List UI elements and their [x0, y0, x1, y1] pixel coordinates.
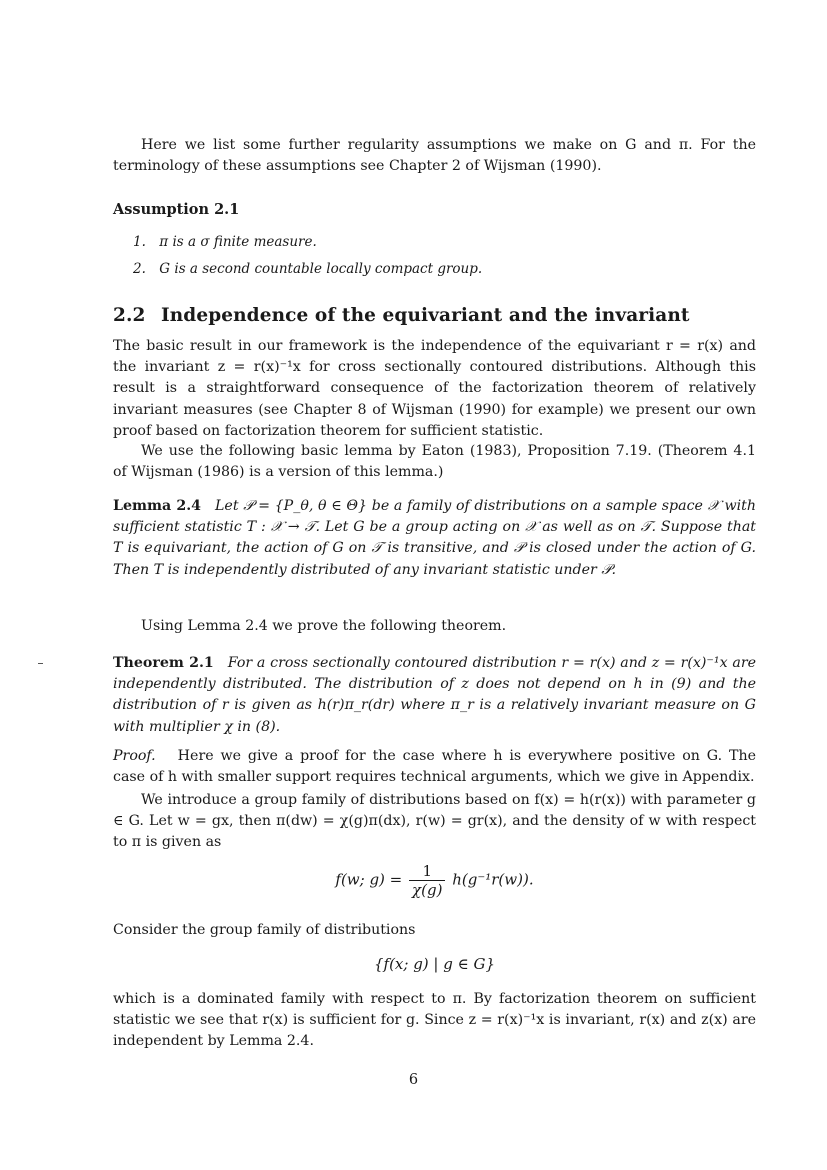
paragraph-final: which is a dominated family with respect to π. By factorization theorem on sufficient statistic we see that r(x) is sufficient for g. Since z = r(x)⁻¹x is invariant, r(x) and z(x) are independent by Lemma 2.4. — [113, 991, 756, 1050]
paragraph-consider: Consider the group family of distributions — [113, 922, 416, 938]
theorem-label: Theorem 2.1 — [113, 655, 214, 671]
proof-label: Proof. — [113, 748, 156, 764]
lemma-text: Let 𝒫 = {P_θ, θ ∈ Θ} be a family of distributions on a sample space 𝒳 with sufficient statistic T : 𝒳 → 𝒯. Let G be a group acting on 𝒳 as well as on 𝒯. Suppose that T is equivariant, the action of G on 𝒯 is transitive, and 𝒫 is closed under the action of G. Then T is independently distributed of any invariant statistic under 𝒫. — [113, 498, 757, 578]
equation-group-family: {f(x; g) | g ∈ G} — [373, 955, 496, 973]
proof-text: Here we give a proof for the case where h is everywhere positive on G. The case of h with smaller support requires technical arguments, which we give in Appendix. — [113, 748, 756, 786]
assumption-item-text: π is a σ finite measure. — [159, 234, 317, 250]
equation-rhs: h(g⁻¹r(w)). — [452, 870, 534, 889]
proof-block — [113, 746, 756, 788]
fraction-numerator: 1 — [409, 862, 445, 881]
paragraph-using-lemma: Using Lemma 2.4 we prove the following theorem. — [141, 618, 507, 634]
assumption-item-number: 2. — [133, 261, 146, 277]
theorem-text: For a cross sectionally contoured distribution r = r(x) and z = r(x)⁻¹x are independently distributed. The distribution of z does not depend on h in (9) and the distribution of r is given as h(r)π_r(dr) where π_r is a relatively invariant measure on G with multiplier χ in (8). — [113, 655, 757, 735]
paragraph-group-family: We introduce a group family of distributions based on f(x) = h(r(x)) with parameter g ∈ G. Let w = gx, then π(dw) = χ(g)π(dx), r(w) = gr(x), and the density of w with respect to π is given as — [113, 792, 756, 851]
assumption-item — [133, 229, 482, 256]
equation-lhs: f(w; g) = — [335, 870, 403, 889]
paragraph-basic-result: The basic result in our framework is the independence of the equivariant r = r(x) and the invariant z = r(x)⁻¹x for cross sectionally contoured distributions. Although this result is a straightforward consequence of the factorization theorem of relatively invariant measures (see Chapter 8 of Wijsman (1990) for example) we present our own proof based on factorization theorem for sufficient statistic. — [113, 338, 756, 439]
equation-fraction — [409, 862, 445, 899]
assumption-title: Assumption 2.1 — [113, 201, 240, 218]
fraction-denominator: χ(g) — [412, 881, 443, 899]
paragraph-eaton: We use the following basic lemma by Eaton (1983), Proposition 7.19. (Theorem 4.1 of Wijsman (1986) is a version of this lemma.) — [113, 443, 756, 481]
assumption-list — [133, 229, 482, 283]
lemma-block — [113, 496, 756, 581]
margin-mark — [38, 663, 43, 664]
theorem-block — [113, 653, 756, 738]
section-number: 2.2 — [113, 305, 146, 326]
section-title: Independence of the equivariant and the invariant — [161, 305, 690, 326]
equation-density — [113, 862, 756, 899]
section-heading — [113, 305, 690, 326]
intro-paragraph: Here we list some further regularity assumptions we make on G and π. For the terminology of these assumptions see Chapter 2 of Wijsman (1990). — [113, 137, 756, 175]
lemma-label: Lemma 2.4 — [113, 498, 202, 514]
page-number: 6 — [408, 1072, 419, 1088]
assumption-item-text: G is a second countable locally compact group. — [159, 261, 483, 277]
assumption-item-number: 1. — [133, 234, 146, 250]
assumption-item — [133, 256, 482, 283]
